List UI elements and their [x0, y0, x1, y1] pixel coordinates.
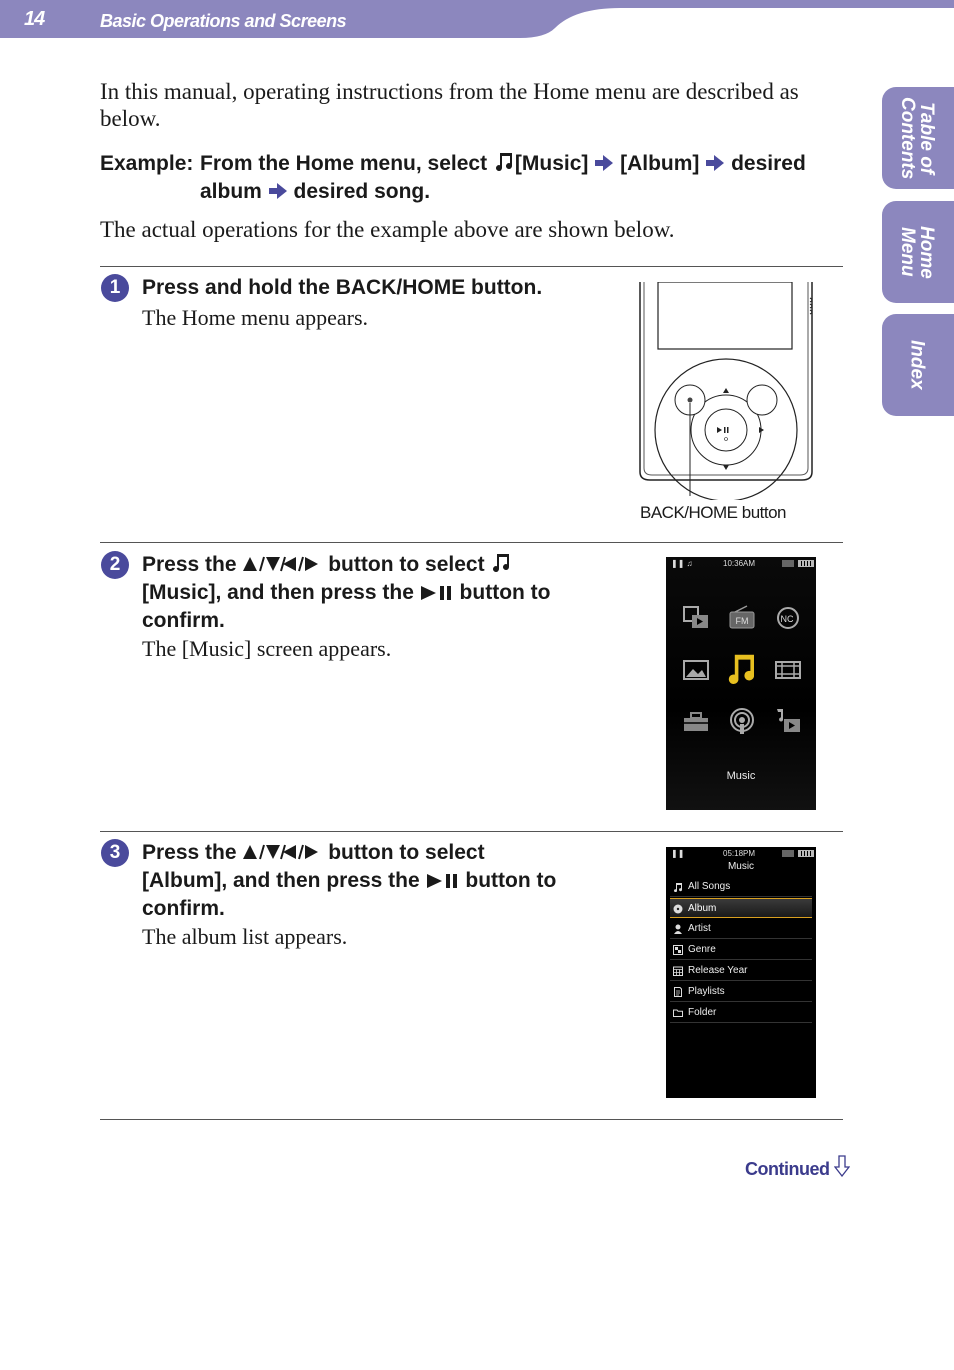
list-item-label: Album	[688, 903, 717, 914]
step-title-part: button to confirm.	[142, 869, 557, 920]
svg-text:FM: FM	[735, 616, 749, 626]
page-header	[0, 0, 954, 40]
album-disc-icon	[673, 904, 683, 914]
list-item-label: All Songs	[688, 881, 731, 892]
tab-label: Home Menu	[897, 225, 937, 279]
music-icon-selected	[724, 650, 760, 686]
music-note-icon	[673, 882, 683, 892]
folder-icon	[673, 1008, 683, 1018]
example-label: Example:	[100, 152, 194, 175]
direction-buttons-icon	[242, 843, 322, 861]
video-icon	[773, 655, 803, 685]
list-item	[670, 961, 812, 981]
svg-text:NC: NC	[780, 614, 794, 624]
list-item-label: Artist	[688, 923, 711, 934]
tab-home-menu[interactable]	[882, 201, 954, 303]
pause-music-status-icon: ❚❚ ♫	[671, 559, 693, 568]
pause-status-icon: ❚❚	[671, 849, 685, 858]
noise-canceling-icon	[773, 603, 803, 633]
section-title: Basic Operations and Screens	[100, 11, 347, 31]
play-pause-icon	[426, 873, 460, 889]
status-bar	[666, 847, 816, 861]
step-description: The [Music] screen appears.	[142, 636, 392, 661]
list-item-label: Playlists	[688, 986, 725, 997]
music-note-icon	[490, 551, 512, 573]
step-title: Press and hold the BACK/HOME button.	[142, 276, 543, 299]
continued-link[interactable]	[745, 1155, 850, 1180]
list-item	[670, 877, 812, 897]
home-menu-screen	[666, 557, 816, 810]
device-illustration	[636, 282, 820, 500]
selected-menu-label: Music	[726, 770, 756, 782]
step-title-part: button to confirm.	[142, 581, 551, 632]
list-item	[670, 1003, 812, 1023]
divider	[100, 542, 843, 543]
arrow-right-icon	[594, 154, 614, 172]
example-part1: From the Home menu, select	[200, 152, 493, 175]
list-item	[670, 982, 812, 1002]
example-music: [Music]	[514, 152, 589, 175]
step-number: 3	[101, 839, 129, 867]
list-item	[670, 919, 812, 939]
step-title-part: button to select [Album], and then press the	[142, 841, 485, 892]
tab-label: Index	[906, 340, 928, 390]
photo-icon	[681, 655, 711, 685]
now-playing-icon	[773, 707, 803, 737]
video-library-icon	[681, 603, 711, 633]
status-time: 05:18PM	[723, 849, 756, 858]
music-list-screen	[666, 847, 816, 1098]
settings-toolbox-icon	[681, 707, 711, 737]
step-description: The album list appears.	[142, 924, 348, 949]
example-album: [Album]	[620, 152, 700, 175]
playlist-icon	[673, 987, 683, 997]
step-title-part: Press the	[142, 841, 243, 864]
tab-table-of-contents[interactable]	[882, 87, 954, 189]
list-item	[670, 940, 812, 960]
hold-icon	[782, 560, 794, 567]
status-time: 10:36AM	[723, 559, 756, 568]
podcast-icon	[727, 707, 757, 737]
continued-label: Continued	[745, 1159, 830, 1179]
example-desired-song: desired song.	[293, 180, 431, 203]
list-item-selected	[670, 898, 812, 918]
intro-paragraph: In this manual, operating instructions from the Home menu are described as below.	[100, 79, 799, 131]
step-title-part: Press the	[142, 553, 243, 576]
arrow-down-icon	[834, 1155, 850, 1177]
back-home-caption: BACK/HOME button	[640, 503, 787, 522]
list-item-label: Folder	[688, 1007, 717, 1018]
step-title-part: button to select	[322, 553, 491, 576]
direction-buttons-icon	[242, 555, 322, 573]
music-note-icon	[493, 150, 515, 172]
fm-radio-icon	[727, 603, 757, 633]
tab-label: Table of Contents	[897, 96, 937, 180]
after-example-text: The actual operations for the example above are shown below.	[100, 217, 675, 242]
artist-person-icon	[673, 924, 683, 934]
tab-index[interactable]	[882, 314, 954, 416]
screen-title: Music	[727, 861, 755, 872]
step-title	[142, 839, 562, 923]
step-title	[142, 551, 562, 635]
step-number: 1	[101, 274, 129, 302]
page-number: 14	[24, 8, 45, 30]
arrow-right-icon	[705, 154, 725, 172]
step-description: The Home menu appears.	[142, 305, 369, 330]
list-item-label: Genre	[688, 944, 716, 955]
step-title-part: [Music], and then press the	[142, 581, 420, 604]
step-number: 2	[101, 551, 129, 579]
hold-icon	[782, 850, 794, 857]
example-text	[200, 150, 840, 206]
battery-icon	[798, 560, 814, 567]
arrow-right-icon	[268, 182, 288, 200]
status-bar	[666, 557, 816, 571]
divider	[100, 266, 843, 267]
example-desired-album: desired album	[200, 152, 806, 203]
genre-icon	[673, 945, 683, 955]
divider	[100, 831, 843, 832]
play-pause-icon	[420, 585, 454, 601]
list-item-label: Release Year	[688, 965, 748, 976]
calendar-icon	[673, 966, 683, 976]
battery-icon	[798, 850, 814, 857]
divider	[100, 1119, 843, 1120]
